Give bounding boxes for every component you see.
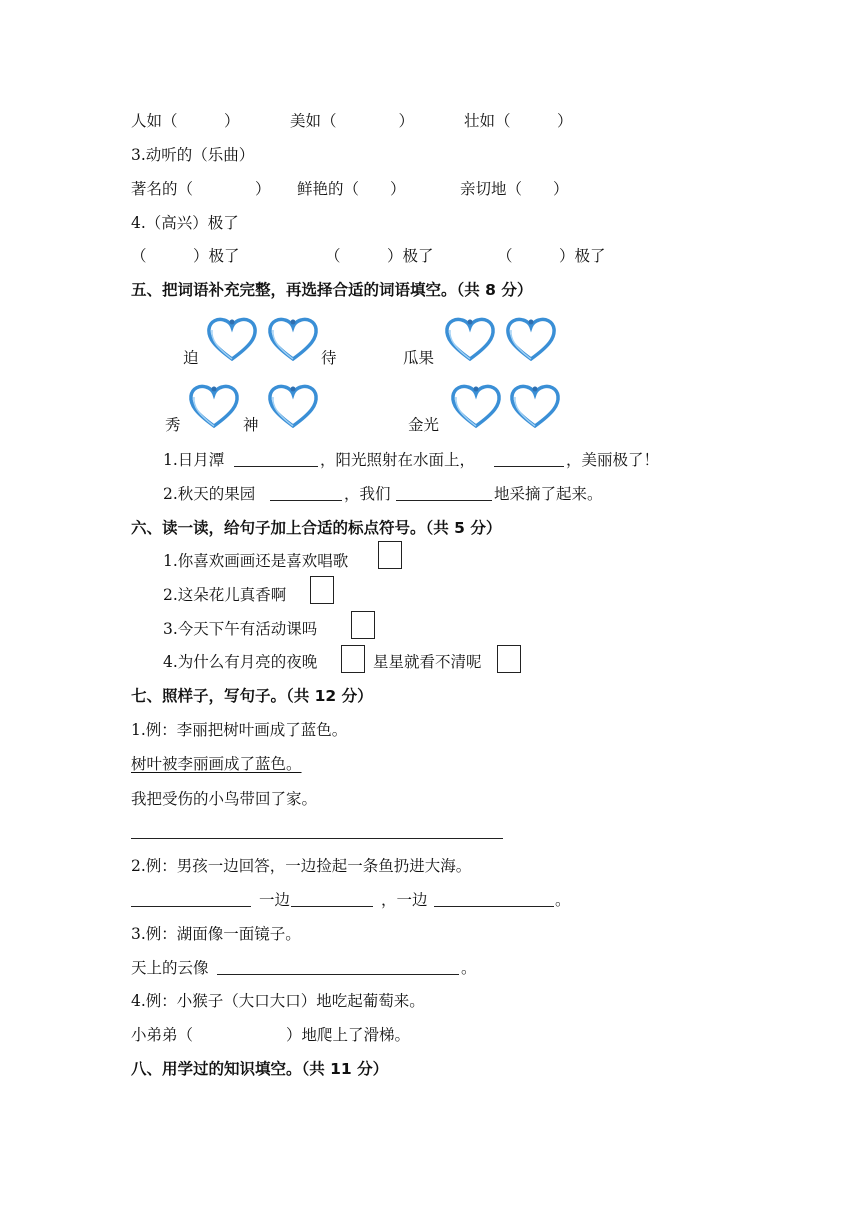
punctuation-box[interactable] xyxy=(351,611,375,639)
s5-q1-part3: ，美丽极了！ xyxy=(566,451,660,469)
s7-q3-example: 3.例：湖面像一面镜子。 xyxy=(131,925,301,943)
word-jinguang: 金光 xyxy=(408,416,440,434)
s5-q2-blank-2[interactable] xyxy=(396,500,492,501)
s6-q3: 3.今天下午有活动课吗 xyxy=(163,620,318,638)
s6-q4-part2: 星星就看不清呢 xyxy=(373,653,482,671)
q2-blank-1: 人如（ ） xyxy=(131,112,240,130)
q3-blank-2: 鲜艳的（ ） xyxy=(297,180,406,198)
heart-icon xyxy=(188,383,240,429)
s7-q2-mid1: 一边 xyxy=(259,891,291,909)
s7-q2-example: 2.例：男孩一边回答，一边捡起一条鱼扔进大海。 xyxy=(131,857,472,875)
s5-q1-blank-2[interactable] xyxy=(494,466,564,467)
word-xiu: 秀 xyxy=(165,416,181,434)
s7-q1-answer-line[interactable] xyxy=(131,838,503,839)
section5-title: 五、把词语补充完整，再选择合适的词语填空。（共 8 分） xyxy=(131,281,533,299)
heart-icon xyxy=(206,316,258,362)
s7-q3-prompt: 天上的云像 xyxy=(131,959,209,977)
s7-q2-blank-3[interactable] xyxy=(434,906,554,907)
s7-q2-mid2: ，一边 xyxy=(381,891,428,909)
s7-q3-end: 。 xyxy=(461,959,477,977)
s7-q3-blank[interactable] xyxy=(217,974,459,975)
q4-blank-3: （ ）极了 xyxy=(497,247,606,265)
section7-title: 七、照样子，写句子。（共 12 分） xyxy=(131,687,373,705)
s6-q1: 1.你喜欢画画还是喜欢唱歌 xyxy=(163,552,349,570)
s7-q2-blank-1[interactable] xyxy=(131,906,251,907)
q4-blank-2: （ ）极了 xyxy=(325,247,434,265)
s7-q4-prompt: 小弟弟（ ）地爬上了滑梯。 xyxy=(131,1026,411,1044)
s5-q2-blank-1[interactable] xyxy=(270,500,342,501)
heart-icon xyxy=(267,316,319,362)
s7-q1-answer: 树叶被李丽画成了蓝色。 xyxy=(131,755,302,773)
q3-blank-3: 亲切地（ ） xyxy=(460,180,569,198)
q4-blank-1: （ ）极了 xyxy=(131,247,240,265)
q3-title: 3.动听的（乐曲） xyxy=(131,146,255,164)
s7-q1-prompt: 我把受伤的小鸟带回了家。 xyxy=(131,790,318,808)
q4-title: 4.（高兴）极了 xyxy=(131,214,239,232)
s5-q1-part1: 1.日月潭 xyxy=(163,451,225,469)
section8-title: 八、用学过的知识填空。（共 11 分） xyxy=(131,1060,389,1078)
s6-q4-part1: 4.为什么有月亮的夜晚 xyxy=(163,653,318,671)
heart-icon xyxy=(450,383,502,429)
s7-q2-end: 。 xyxy=(555,891,571,909)
s5-q1-blank-1[interactable] xyxy=(234,466,318,467)
punctuation-box[interactable] xyxy=(497,645,521,673)
punctuation-box[interactable] xyxy=(310,576,334,604)
q2-blank-3: 壮如（ ） xyxy=(464,112,573,130)
heart-icon xyxy=(509,383,561,429)
heart-icon xyxy=(444,316,496,362)
s7-q2-blank-2[interactable] xyxy=(291,906,373,907)
word-dai: 待 xyxy=(321,349,337,367)
word-guaguo: 瓜果 xyxy=(403,349,435,367)
s7-q4-example: 4.例：小猴子（大口大口）地吃起葡萄来。 xyxy=(131,992,425,1010)
q3-blank-1: 著名的（ ） xyxy=(131,180,271,198)
s5-q2-part3: 地采摘了起来。 xyxy=(494,485,603,503)
word-shen: 神 xyxy=(243,416,259,434)
s6-q2: 2.这朵花儿真香啊 xyxy=(163,586,287,604)
punctuation-box[interactable] xyxy=(378,541,402,569)
section6-title: 六、读一读，给句子加上合适的标点符号。（共 5 分） xyxy=(131,519,502,537)
q2-blank-2: 美如（ ） xyxy=(290,112,415,130)
heart-icon xyxy=(267,383,319,429)
word-po: 迫 xyxy=(183,349,199,367)
s5-q2-part1: 2.秋天的果园 xyxy=(163,485,256,503)
s7-q1-example: 1.例：李丽把树叶画成了蓝色。 xyxy=(131,721,348,739)
punctuation-box[interactable] xyxy=(341,645,365,673)
heart-icon xyxy=(505,316,557,362)
s5-q1-part2: ，阳光照射在水面上， xyxy=(320,451,476,469)
s5-q2-part2: ，我们 xyxy=(344,485,391,503)
